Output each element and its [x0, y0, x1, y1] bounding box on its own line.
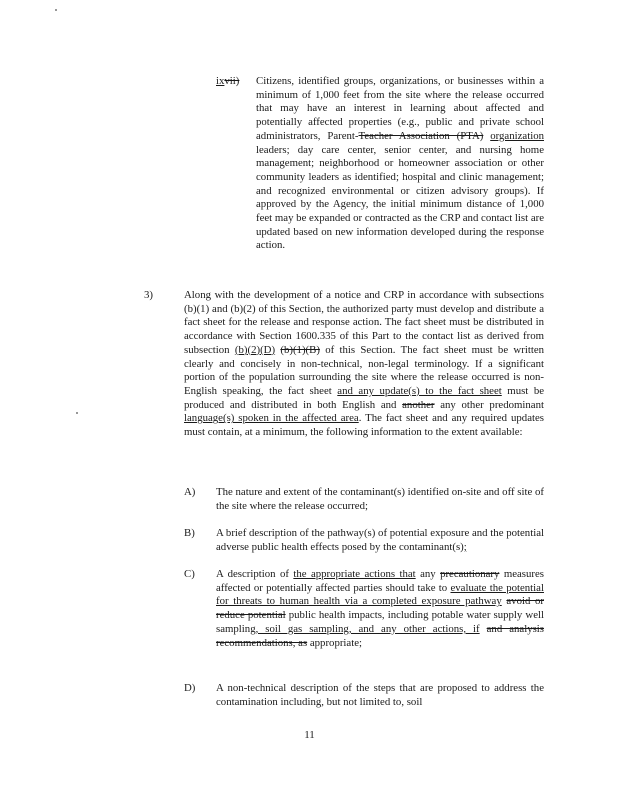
item-b-paragraph: A brief description of the pathway(s) of potential exposure and the potential adverse public health effects posed by the contaminant(s);	[216, 527, 544, 553]
item-c-label: C)	[184, 568, 195, 580]
section-3-paragraph: Along with the development of a notice and CRP in accordance with subsections (b)(1) and (b)(2) of this Section, the authorized party must develop and distribute a fact sheet for the release and response action. The fact sheet must be distributed in accordance with Section 1600.335 of this Part to the contact list as derived from subsection (b)(2)(D) (b)(1)(B) of this Section. The fact sheet must be written clearly and concisely in non-technical, non-legal terminology. If a significant portion of the population surrounding the site where the release occurred is non-English speaking, the fact sheet and any update(s) to the fact sheet must be produced and distributed in both English and another any other predominant language(s) spoken in the affected area. The fact sheet and any required updates must contain, at a minimum, the following information to the extent available:	[184, 289, 545, 439]
item-a-paragraph: The nature and extent of the contaminant(s) identified on-site and off site of the site where the release occurred;	[216, 486, 544, 512]
scan-speck	[55, 9, 57, 11]
item-d-paragraph: A non-technical description of the steps that are proposed to address the contamination including, but not limited to, soil	[216, 682, 544, 708]
item-a-label: A)	[184, 486, 196, 498]
item-ix-label: ixvii)	[216, 75, 240, 87]
page-number: 11	[304, 729, 315, 741]
item-d-label: D)	[184, 682, 196, 694]
section-3-label: 3)	[144, 289, 153, 301]
item-ix-paragraph: Citizens, identified groups, organizations, or businesses within a minimum of 1,000 feet from the site where the release occurred that may have an interest in learning about affected and potentially affected properties (e.g., public and private school administrators, Parent-Teacher Association (PTA) organization leaders; day care center, senior center, and nursing home management; neighborhood or homeowner association or other community leaders as identified; hospital and clinic management; and recognized environmental or citizen advisory groups). If approved by the Agency, the initial minimum distance of 1,000 feet may be expanded or contracted as the CRP and contact list are updated based on new information developed during the response action.	[256, 75, 545, 252]
item-b-label: B)	[184, 527, 195, 539]
item-c-paragraph: A description of the appropriate actions that any precautionary measures affected or potentially affected parties should take to evaluate the potential for threats to human health via a completed exposure pathway avoid or reduce potential public health impacts, including potable water supply well sampling, soil gas sampling, and any other actions, if and analysis recommendations, as appropriate;	[216, 568, 545, 649]
scan-speck	[76, 412, 78, 414]
